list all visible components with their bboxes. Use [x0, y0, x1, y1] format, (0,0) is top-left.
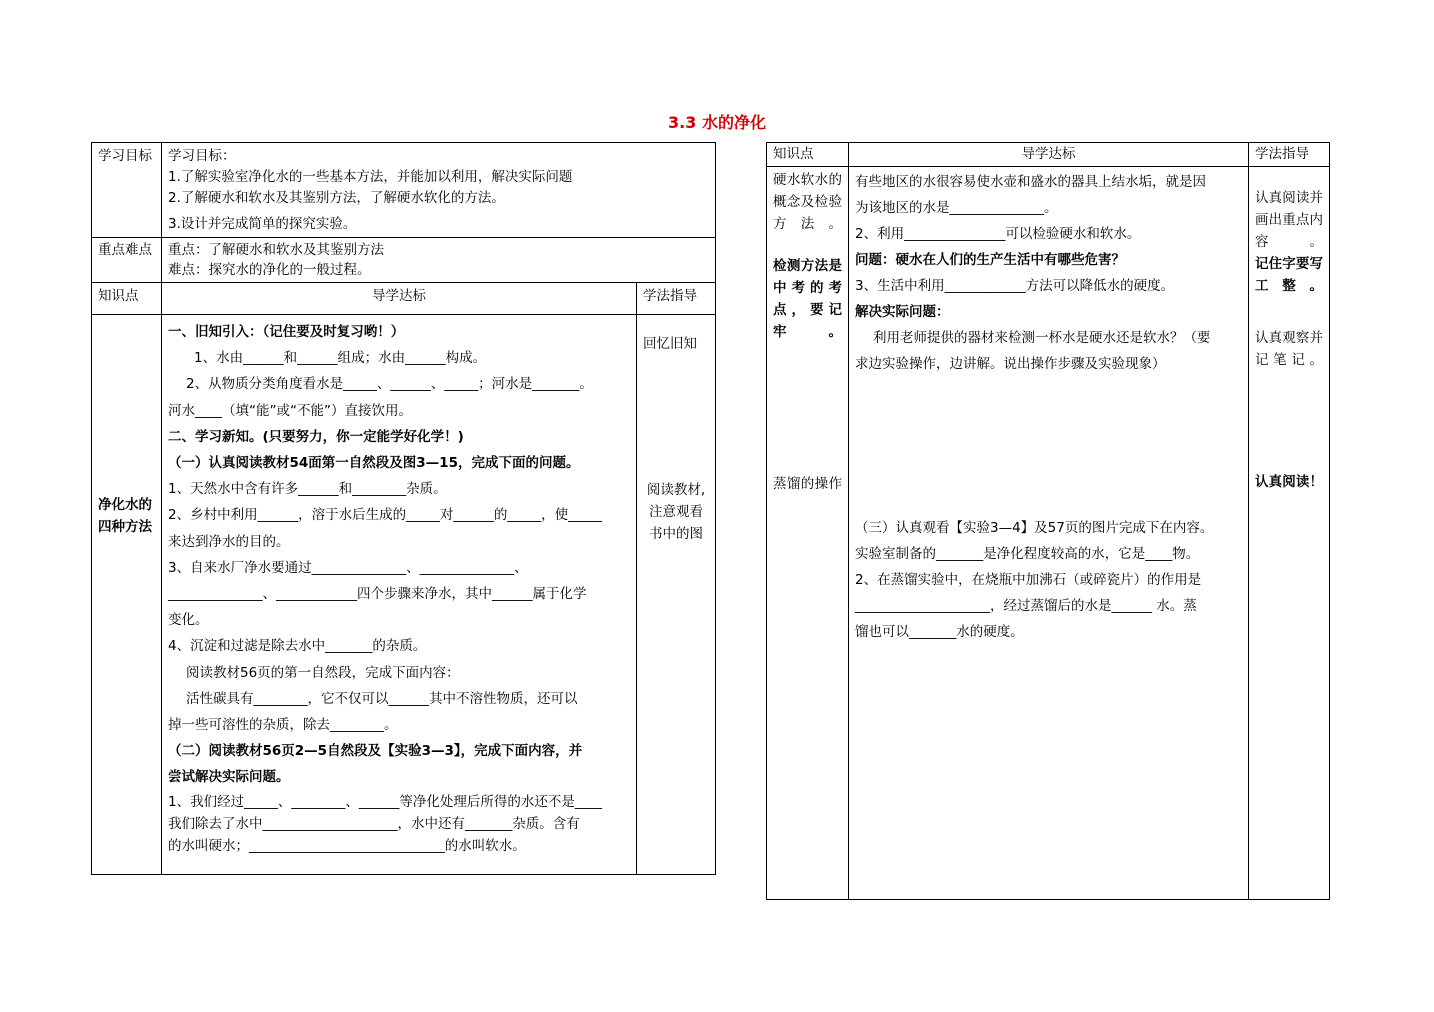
content-line: 我们除去了水中____________________，水中还有_______杂质。含有	[168, 815, 580, 832]
topic-text: 净化水的四种方法	[98, 496, 152, 535]
goals-label: 学习目标	[92, 143, 162, 238]
content-line: 变化。	[168, 612, 209, 629]
header-guide: 导学达标	[849, 143, 1249, 167]
content-line: 河水____（填“能”或“不能”）直接饮用。	[168, 402, 412, 419]
content-line: 活性碳具有________，它不仅可以______其中不溶性物质，还可以	[186, 690, 578, 707]
content-line: 阅读教材56页的第一自然段，完成下面内容：	[186, 664, 460, 681]
content-line: 的水叫硬水；_____________________________的水叫软水。	[168, 837, 526, 854]
topic-distill: 蒸馏的操作	[773, 476, 842, 492]
content-line: 3、自来水厂净水要通过______________、______________、	[168, 559, 528, 576]
topic-exam: 检测方法是中考的考点，要记牢。	[773, 258, 842, 340]
header-knowledge: 知识点	[767, 143, 849, 167]
content-line: 1、天然水中含有许多______和________杂质。	[168, 481, 447, 498]
content-line: 2、利用_______________可以检验硬水和软水。	[855, 226, 1141, 242]
header-method: 学法指导	[637, 283, 716, 315]
content-line: 来达到净水的目的。	[168, 533, 290, 550]
content-line: 3、生活中利用____________方法可以降低水的硬度。	[855, 278, 1175, 294]
content-line: 掉一些可溶性的杂质，除去________。	[168, 717, 398, 734]
key-cell	[162, 238, 716, 283]
content-line: （一）认真阅读教材54面第一自然段及图3—15，完成下面的问题。	[168, 455, 580, 472]
method-cell	[637, 315, 716, 875]
goals-line: 3.设计并完成简单的探究实验。	[168, 216, 357, 232]
content-cell	[849, 167, 1249, 900]
content-line: 问题：硬水在人们的生产生活中有哪些危害？	[855, 252, 1125, 268]
key-label: 重点难点	[92, 238, 162, 283]
content-line: ____________________，经过蒸馏后的水是______ 水。蒸	[855, 598, 1197, 614]
topic-hardwater: 硬水软水的概念及检验方法。	[773, 172, 842, 232]
goals-line: 学习目标：	[168, 148, 236, 164]
content-line: 解决实际问题：	[855, 304, 950, 320]
method-cell	[1249, 167, 1330, 900]
topic-cell	[767, 167, 849, 900]
method-read-carefully: 认真阅读！	[1255, 474, 1323, 490]
content-cell	[162, 315, 637, 875]
header-guide: 导学达标	[162, 283, 637, 315]
content-line: 1、水由______和______组成；水由______构成。	[194, 350, 487, 367]
method-recall: 回忆旧知	[643, 336, 697, 352]
content-line: 1、我们经过_____、________、______等净化处理后所得的水还不是____	[168, 793, 602, 810]
page-title: 3.3 水的净化	[668, 113, 766, 132]
content-line: （二）阅读教材56页2—5自然段及【实验3—3】，完成下面内容，并	[168, 743, 583, 760]
key-line: 重点：了解硬水和软水及其鉴别方法	[168, 242, 384, 258]
content-line: 2、在蒸馏实验中，在烧瓶中加沸石（或碎瓷片）的作用是	[855, 572, 1202, 588]
method-observe: 认真观察并记笔记。	[1255, 330, 1323, 368]
method-read: 阅读教材,注意观看书中的图	[646, 482, 706, 542]
method-read-mark: 认真阅读并画出重点内容。	[1255, 190, 1323, 250]
content-line: 馏也可以_______水的硬度。	[855, 624, 1024, 640]
content-line: 2、从物质分类角度看水是_____、______、_____；河水是_______。	[186, 376, 593, 393]
goals-line: 2.了解硬水和软水及其鉴别方法，了解硬水软化的方法。	[168, 190, 505, 206]
header-method: 学法指导	[1249, 143, 1330, 167]
goals-line: 1.了解实验室净化水的一些基本方法，并能加以利用，解决实际问题	[168, 169, 573, 185]
header-knowledge: 知识点	[92, 283, 162, 315]
content-line: 一、旧知引入：（记住要及时复习哟！）	[168, 324, 405, 340]
content-line: 尝试解决实际问题。	[168, 769, 290, 786]
right-table	[766, 142, 1330, 900]
method-write-neatly: 记住字要写工整。	[1255, 256, 1323, 294]
key-line: 难点：探究水的净化的一般过程。	[168, 262, 371, 278]
content-line: 实验室制备的_______是净化程度较高的水，它是____物。	[855, 546, 1200, 562]
content-line: （三）认真观看【实验3—4】及57页的图片完成下在内容。	[855, 520, 1214, 536]
content-line: 二、学习新知。(只要努力，你一定能学好化学！)	[168, 428, 464, 445]
left-table	[91, 142, 716, 875]
content-line: 2、乡村中利用______，溶于水后生成的_____对______的_____，使_____	[168, 507, 602, 524]
content-line: ______________、____________四个步骤来净水，其中______属于化学	[168, 586, 587, 603]
content-line: 利用老师提供的器材来检测一杯水是硬水还是软水？（要	[873, 330, 1211, 346]
topic-cell	[92, 315, 162, 875]
goals-cell	[162, 143, 716, 238]
content-line: 求边实验操作，边讲解。说出操作步骤及实验现象）	[855, 356, 1166, 372]
content-line: 为该地区的水是______________。	[855, 200, 1058, 216]
content-line: 有些地区的水很容易使水壶和盛水的器具上结水垢，就是因	[855, 174, 1206, 190]
content-line: 4、沉淀和过滤是除去水中_______的杂质。	[168, 638, 427, 655]
